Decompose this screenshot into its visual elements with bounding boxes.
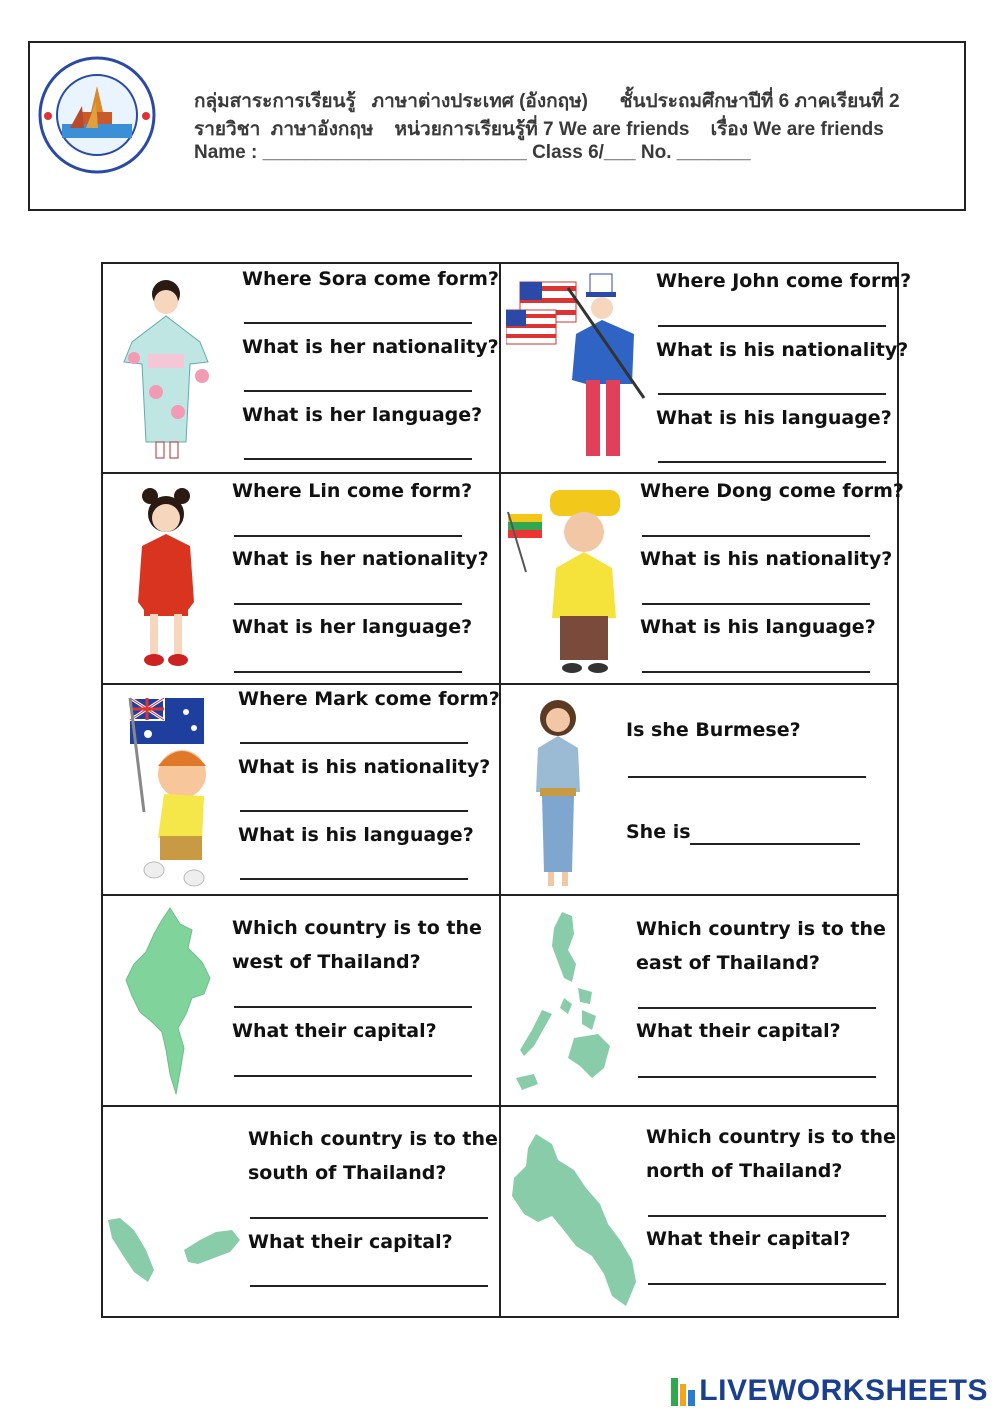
question-which-country-direction: east of Thailand? [636, 952, 820, 974]
woman-thai-dress-illustration [522, 696, 594, 892]
map-laos-illustration [508, 1130, 640, 1312]
question-capital: What their capital? [646, 1228, 851, 1250]
header-line-3: Name : _________________________ Class 6/___ No. _______ [194, 142, 751, 163]
question-where-from: Where Dong come form? [640, 480, 904, 502]
school-seal-logo [38, 56, 156, 174]
grid-row-divider [101, 683, 899, 685]
question-nationality: What is his nationality? [640, 548, 893, 570]
answer-blank[interactable] [658, 325, 886, 327]
question-which-country-direction: north of Thailand? [646, 1160, 843, 1182]
question-language: What is his language? [238, 824, 474, 846]
grid-row-divider [101, 1105, 899, 1107]
question-nationality: What is his nationality? [238, 756, 491, 778]
answer-blank[interactable] [250, 1285, 488, 1287]
grid-vertical-divider [499, 262, 501, 1318]
answer-blank[interactable] [690, 843, 860, 845]
question-which-country: Which country is to the [232, 917, 482, 939]
question-is-she-burmese: Is she Burmese? [626, 719, 801, 741]
uncle-sam-flag-illustration [506, 270, 654, 466]
answer-blank[interactable] [234, 603, 462, 605]
liveworksheets-logo [671, 1374, 988, 1408]
liveworksheets-mark-icon [671, 1378, 695, 1406]
question-language: What is his language? [640, 616, 876, 638]
answer-prompt-she-is: She is [626, 821, 691, 843]
header-line-2: รายวิชา ภาษาอังกฤษ หน่วยการเรียนรู้ที่ 7 We are friends เรื่อง We are friends [194, 119, 884, 140]
question-language: What is her language? [242, 404, 483, 426]
map-myanmar-illustration [118, 904, 222, 1100]
question-which-country: Which country is to the [248, 1128, 498, 1150]
answer-blank[interactable] [234, 535, 462, 537]
answer-blank[interactable] [234, 1006, 472, 1008]
girl-qipao-illustration [126, 484, 206, 672]
answer-blank[interactable] [250, 1217, 488, 1219]
header-line-1: กลุ่มสาระการเรียนรู้ ภาษาต่างประเทศ (อังกฤษ) ชั้นประถมศึกษาปีที่ 6 ภาคเรียนที่ 2 [194, 91, 900, 112]
boy-australia-flag-illustration [124, 690, 232, 890]
question-nationality: What is her nationality? [232, 548, 489, 570]
question-nationality: What is his nationality? [656, 339, 909, 361]
question-where-from: Where Sora come form? [242, 268, 499, 290]
answer-blank[interactable] [628, 776, 866, 778]
question-which-country-direction: west of Thailand? [232, 951, 421, 973]
answer-blank[interactable] [244, 322, 472, 324]
map-philippines-illustration [512, 906, 628, 1098]
question-capital: What their capital? [232, 1020, 437, 1042]
answer-blank[interactable] [240, 810, 468, 812]
answer-blank[interactable] [244, 390, 472, 392]
question-which-country: Which country is to the [636, 918, 886, 940]
answer-blank[interactable] [244, 458, 472, 460]
answer-blank[interactable] [638, 1007, 876, 1009]
map-malaysia-illustration [104, 1210, 242, 1290]
question-nationality: What is her nationality? [242, 336, 499, 358]
girl-kimono-illustration [112, 272, 220, 468]
answer-blank[interactable] [648, 1283, 886, 1285]
question-where-from: Where Lin come form? [232, 480, 473, 502]
answer-blank[interactable] [658, 461, 886, 463]
question-which-country-direction: south of Thailand? [248, 1162, 447, 1184]
question-capital: What their capital? [248, 1231, 453, 1253]
answer-blank[interactable] [234, 1075, 472, 1077]
question-where-from: Where Mark come form? [238, 688, 500, 710]
grid-row-divider [101, 894, 899, 896]
answer-blank[interactable] [638, 1076, 876, 1078]
answer-blank[interactable] [240, 878, 468, 880]
question-capital: What their capital? [636, 1020, 841, 1042]
question-where-from: Where John come form? [656, 270, 912, 292]
liveworksheets-brand-text: LIVEWORKSHEETS [699, 1374, 988, 1407]
answer-blank[interactable] [642, 535, 870, 537]
answer-blank[interactable] [658, 393, 886, 395]
question-language: What is his language? [656, 407, 892, 429]
answer-blank[interactable] [234, 671, 462, 673]
answer-blank[interactable] [642, 671, 870, 673]
question-language: What is her language? [232, 616, 473, 638]
answer-blank[interactable] [648, 1215, 886, 1217]
answer-blank[interactable] [642, 603, 870, 605]
grid-row-divider [101, 472, 899, 474]
boy-myanmar-flag-illustration [504, 488, 628, 674]
answer-blank[interactable] [240, 742, 468, 744]
question-which-country: Which country is to the [646, 1126, 896, 1148]
